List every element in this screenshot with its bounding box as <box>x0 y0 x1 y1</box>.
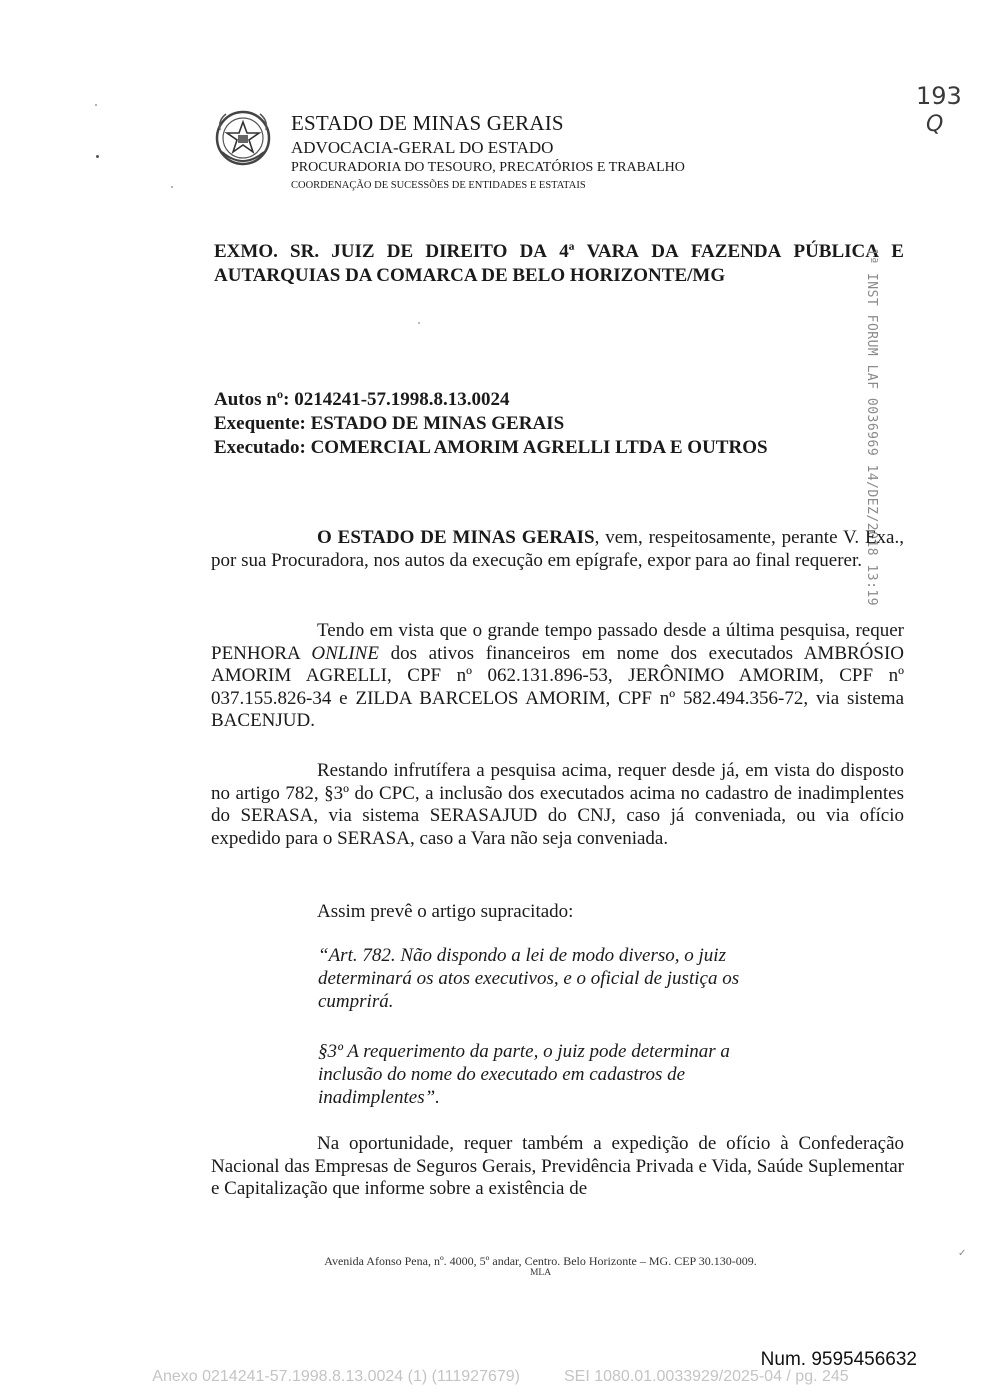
executado-row <box>214 436 768 460</box>
penhora-online: ONLINE <box>311 642 379 664</box>
executado-value: COMERCIAL AMORIM AGRELLI LTDA E OUTROS <box>310 437 768 458</box>
paragraph-intro <box>211 527 904 572</box>
oficio-text: Na oportunidade, requer também a expedição de ofício à Confederação Nacional das Empresas de Seguros Gerais, Previdência Privada e Vida, Saúde Suplementar e Capitalização que informe sobre a existência de <box>211 1133 904 1199</box>
paragraph-penhora <box>211 620 904 733</box>
addressee-word: E <box>891 241 904 262</box>
addressee-line-2: AUTARQUIAS DA COMARCA DE BELO HORIZONTE/MG <box>214 265 726 286</box>
addressee-word: JUIZ <box>331 241 375 262</box>
check-mark-icon: ✓ <box>958 1248 967 1259</box>
paragraph-oficio <box>211 1133 904 1201</box>
addressee-word: DIREITO <box>425 241 508 262</box>
case-number-row <box>214 388 768 412</box>
addressee-word: 4ª <box>559 241 575 262</box>
document-number: Num. 9595456632 <box>760 1349 917 1370</box>
addressee-word: EXMO. <box>214 241 278 262</box>
addressee-word: FAZENDA <box>690 241 782 262</box>
paragraph-serasa <box>211 760 904 850</box>
exequente-value: ESTADO DE MINAS GERAIS <box>310 413 565 434</box>
executado-label: Executado: <box>214 437 306 458</box>
protocol-stamp: 1ª INST FORUM LAF 0036969 14/DEZ/2018 13:19 <box>864 248 879 607</box>
addressee-word: VARA <box>586 241 640 262</box>
penhora-text-b: dos ativos financeiros em nome dos executados AMBRÓSIO AMORIM AGRELLI, CPF nº 062.131.896-53, JERÔNIMO AMORIM, CPF nº 037.155.826-34 e ZILDA BARCELOS AMORIM, CPF nº 582.494.356-72, via sistema BACENJUD. <box>211 642 904 731</box>
letterhead-state: ESTADO DE MINAS GERAIS <box>291 111 564 135</box>
penhora-text-a: Tendo em vista que o grande tempo passado desde a última pesquisa, requer PENHORA <box>211 620 904 664</box>
handwritten-page-number: 193 <box>916 82 962 110</box>
letterhead-department: PROCURADORIA DO TESOURO, PRECATÓRIOS E TRABALHO <box>291 160 685 175</box>
scan-speck <box>418 322 420 324</box>
addressee-word: SR. <box>290 241 320 262</box>
scan-speck <box>96 155 99 158</box>
exequente-row <box>214 412 768 436</box>
handwritten-mark: Q <box>926 112 944 137</box>
paragraph-article-intro <box>211 901 904 924</box>
exequente-label: Exequente: <box>214 413 306 434</box>
sei-reference: SEI 1080.01.0033929/2025-04 / pg. 245 <box>564 1368 849 1385</box>
scan-speck <box>171 186 173 188</box>
intro-text: , vem, respeitosamente, perante V. Exa., por sua Procuradora, nos autos da execução em epígrafe, expor para ao final requerer. <box>211 527 904 571</box>
addressee-word: PÚBLICA <box>793 241 879 262</box>
quote-article-782: “Art. 782. Não dispondo a lei de modo diverso, o juiz determinará os atos executivos, e o oficial de justiça os cumprirá. <box>318 945 740 1012</box>
addressee <box>214 240 904 288</box>
quote-paragraph-3: §3º A requerimento da parte, o juiz pode determinar a inclusão do nome do executado em cadastros de inadimplentes”. <box>318 1041 730 1108</box>
annex-reference: Anexo 0214241-57.1998.8.13.0024 (1) (111927679) <box>152 1368 520 1385</box>
article-intro-text: Assim prevê o artigo supracitado: <box>317 901 574 922</box>
addressee-word: DA <box>519 241 548 262</box>
serasa-text: Restando infrutífera a pesquisa acima, requer desde já, em vista do disposto no artigo 782, §3º do CPC, a inclusão dos executados acima no cadastro de inadimplentes do SERASA, via sistema SERASAJUD do CNJ, caso já conveniada, ou via ofício expedido para o SERASA, caso a Vara não seja conveniada. <box>211 760 904 849</box>
annex-watermark <box>0 1368 1001 1386</box>
party-name: O ESTADO DE MINAS GERAIS <box>317 527 595 548</box>
addressee-word: DE <box>386 241 414 262</box>
state-seal-icon <box>214 108 272 170</box>
addressee-word: DA <box>651 241 679 262</box>
letterhead-coordination: COORDENAÇÃO DE SUCESSÕES DE ENTIDADES E ESTATAIS <box>291 180 586 191</box>
addressee-line-1 <box>214 240 904 264</box>
letterhead-agency: ADVOCACIA-GERAL DO ESTADO <box>291 138 554 157</box>
case-number-label: Autos nº: <box>214 389 290 410</box>
case-info <box>214 388 768 460</box>
footer-initials: MLA <box>529 1268 552 1278</box>
case-number-value: 0214241-57.1998.8.13.0024 <box>294 389 510 410</box>
footer-address: Avenida Afonso Pena, nº. 4000, 5º andar, Centro. Belo Horizonte – MG. CEP 30.130-009. <box>324 1254 757 1268</box>
scan-speck <box>95 104 97 106</box>
